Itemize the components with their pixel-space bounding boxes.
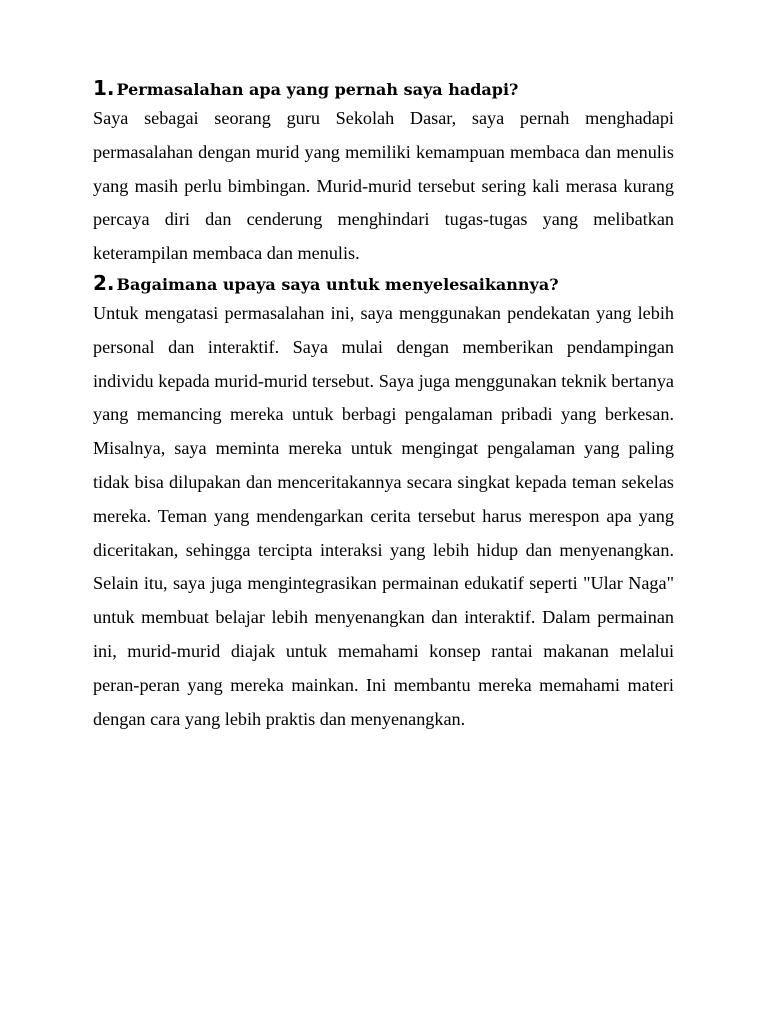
section-number: 2. (93, 270, 115, 295)
section-heading-2 (93, 271, 674, 297)
section-title: Permasalahan apa yang pernah saya hadapi? (116, 80, 519, 99)
section-paragraph-2: Untuk mengatasi permasalahan ini, saya menggunakan pendekatan yang lebih personal dan interaktif. Saya mulai dengan memberikan pendampingan individu kepada murid-murid tersebut. Saya juga menggunakan teknik bertanya yang memancing mereka untuk berbagi pengalaman pribadi yang berkesan. Misalnya, saya meminta mereka untuk mengingat pengalaman yang paling tidak bisa dilupakan dan menceritakannya secara singkat kepada teman sekelas mereka. Teman yang mendengarkan cerita tersebut harus merespon apa yang diceritakan, sehingga tercipta interaksi yang lebih hidup dan menyenangkan. Selain itu, saya juga mengintegrasikan permainan edukatif seperti "Ular Naga" untuk membuat belajar lebih menyenangkan dan interaktif. Dalam permainan ini, murid-murid diajak untuk memahami konsep rantai makanan melalui peran-peran yang mereka mainkan. Ini membantu mereka memahami materi dengan cara yang lebih praktis dan menyenangkan. (93, 302, 674, 729)
section-heading-1 (93, 76, 674, 102)
section-paragraph-1: Saya sebagai seorang guru Sekolah Dasar, saya pernah menghadapi permasalahan dengan murid yang memiliki kemampuan membaca dan menulis yang masih perlu bimbingan. Murid-murid tersebut sering kali merasa kurang percaya diri dan cenderung menghindari tugas-tugas yang melibatkan keterampilan membaca dan menulis. (93, 108, 674, 264)
document-page (93, 76, 674, 736)
section-number: 1. (93, 76, 115, 100)
section-title: Bagaimana upaya saya untuk menyelesaikannya? (116, 274, 559, 294)
